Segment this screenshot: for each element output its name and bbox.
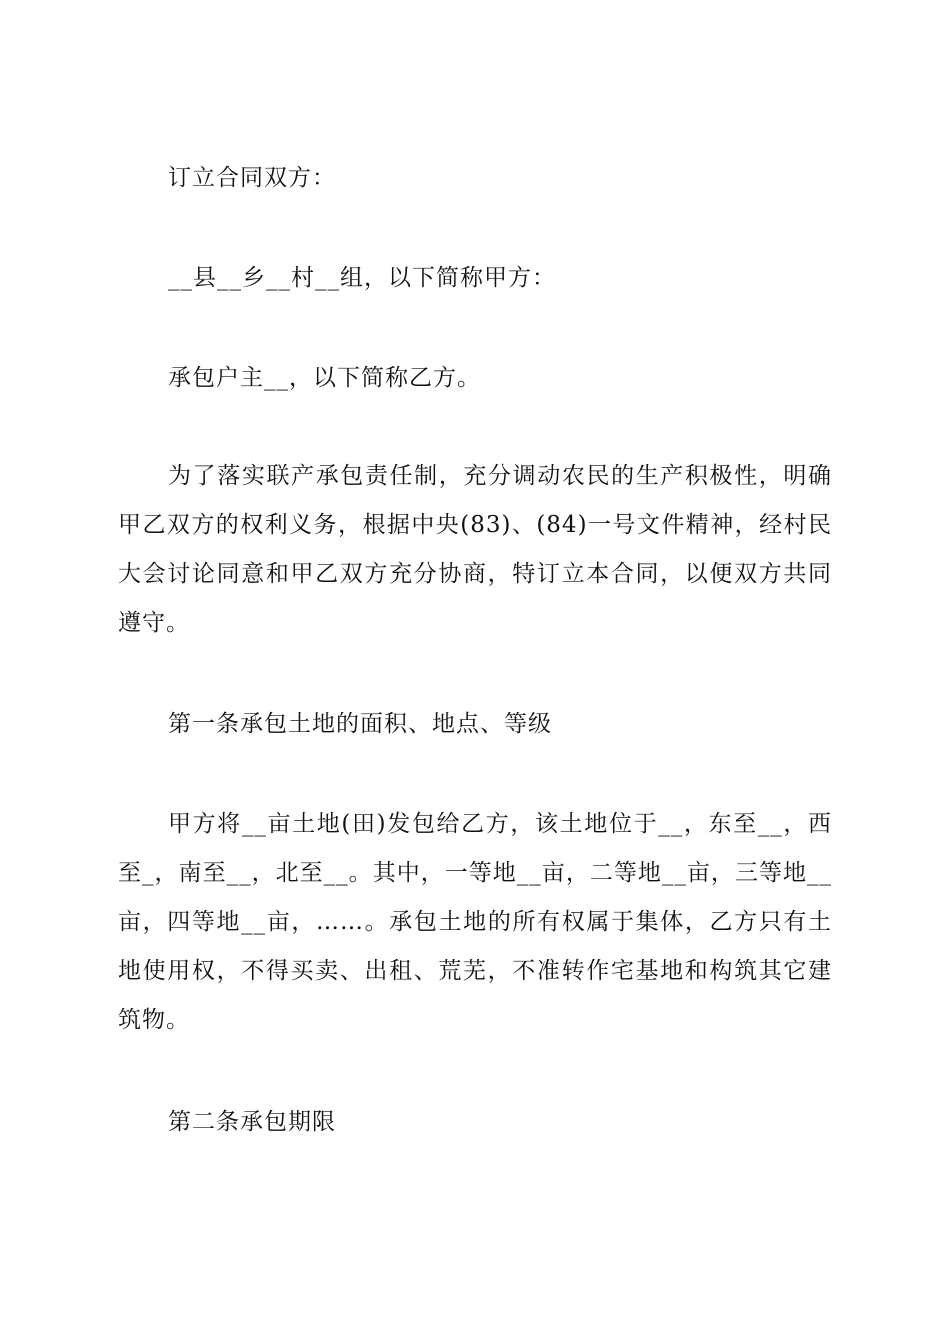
party-a-line: __县__乡__村__组，以下简称甲方： (168, 265, 556, 291)
article-one-body: 甲方将__亩土地(田)发包给乙方，该土地位于__，东至__，西至_，南至__，北至__。其中，一等地__亩，二等地__亩，三等地__亩，四等地__亩，……。承包土地的所有权属于集体，乙方只有土地使用权，不得买卖、出租、荒芜，不准转作宅基地和构筑其它建筑物。 (118, 811, 832, 1033)
preamble-paragraph: 为了落实联产承包责任制，充分调动农民的生产积极性，明确甲乙双方的权利义务，根据中央(83)、(84)一号文件精神，经村民大会讨论同意和甲乙双方充分协商，特订立本合同，以便双方共同遵守。 (118, 463, 832, 636)
article-two-heading: 第二条承包期限 (168, 1109, 336, 1135)
article-one-heading: 第一条承包土地的面积、地点、等级 (168, 711, 552, 737)
contract-parties-heading: 订立合同双方： (168, 165, 336, 191)
party-b-line: 承包户主__，以下简称乙方。 (168, 365, 481, 391)
